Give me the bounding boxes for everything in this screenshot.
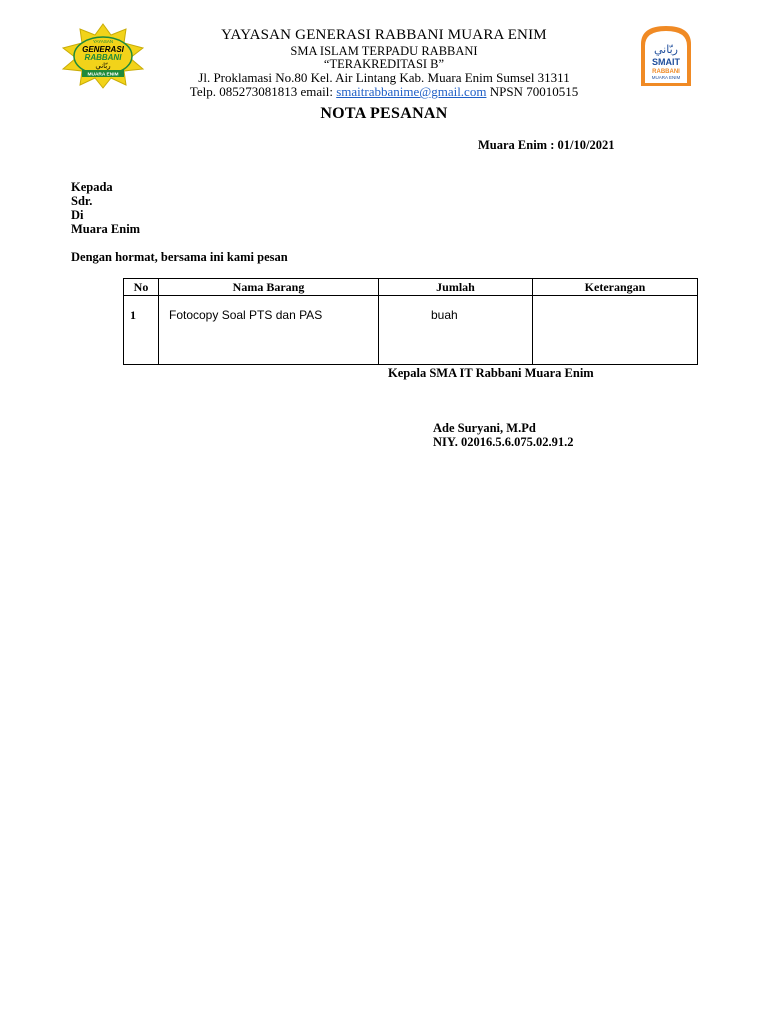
logo-left-main2: RABBANI	[84, 53, 122, 62]
date-line: Muara Enim : 01/10/2021	[478, 138, 615, 152]
cell-jumlah: buah	[379, 296, 533, 365]
recipient-line-4: Muara Enim	[71, 222, 141, 236]
cell-keterangan	[533, 296, 698, 365]
logo-right-arabic: ربّاني	[654, 43, 678, 56]
contact-phone: Telp. 085273081813 email:	[189, 84, 337, 99]
logo-right-line1: SMAIT	[652, 57, 680, 67]
school-contact	[0, 84, 768, 100]
cell-no: 1	[124, 296, 159, 365]
recipient-line-3: Di	[71, 208, 84, 222]
signature-niy: NIY. 02016.5.6.075.02.91.2	[433, 435, 574, 449]
logo-right-line2: RABBANI	[652, 69, 680, 75]
logo-left-main1: GENERASI	[82, 45, 124, 54]
signature-title: Kepala SMA IT Rabbani Muara Enim	[388, 366, 594, 380]
recipient-line-2: Sdr.	[71, 194, 93, 208]
document-title: NOTA PESANAN	[320, 105, 448, 122]
table-header-row	[124, 279, 698, 296]
foundation-name: YAYASAN GENERASI RABBANI MUARA ENIM	[221, 27, 547, 43]
header-nama-barang: Nama Barang	[159, 279, 379, 296]
school-address: Jl. Proklamasi No.80 Kel. Air Lintang Kab. Muara Enim Sumsel 31311	[198, 70, 570, 85]
recipient-line-1: Kepada	[71, 180, 113, 194]
cell-nama-barang: Fotocopy Soal PTS dan PAS	[159, 296, 379, 365]
logo-left-top-text: YAYASAN	[92, 39, 114, 44]
logo-left-arabic: ربّاني	[95, 62, 111, 70]
school-name: SMA ISLAM TERPADU RABBANI	[290, 44, 478, 58]
order-table	[123, 278, 698, 365]
intro-text: Dengan hormat, bersama ini kami pesan	[71, 250, 288, 264]
npsn: NPSN 70010515	[486, 84, 579, 99]
email-link[interactable]: smaitrabbanime@gmail.com	[336, 84, 487, 99]
header-keterangan: Keterangan	[533, 279, 698, 296]
logo-left-bottom: MUARA ENIM	[87, 72, 119, 78]
table-row	[124, 296, 698, 365]
signature-name: Ade Suryani, M.Pd	[433, 421, 536, 435]
header-jumlah: Jumlah	[379, 279, 533, 296]
logo-right-line3: MUARA ENIM	[651, 75, 681, 80]
accreditation: “TERAKREDITASI B”	[323, 57, 445, 71]
header-no: No	[124, 279, 159, 296]
